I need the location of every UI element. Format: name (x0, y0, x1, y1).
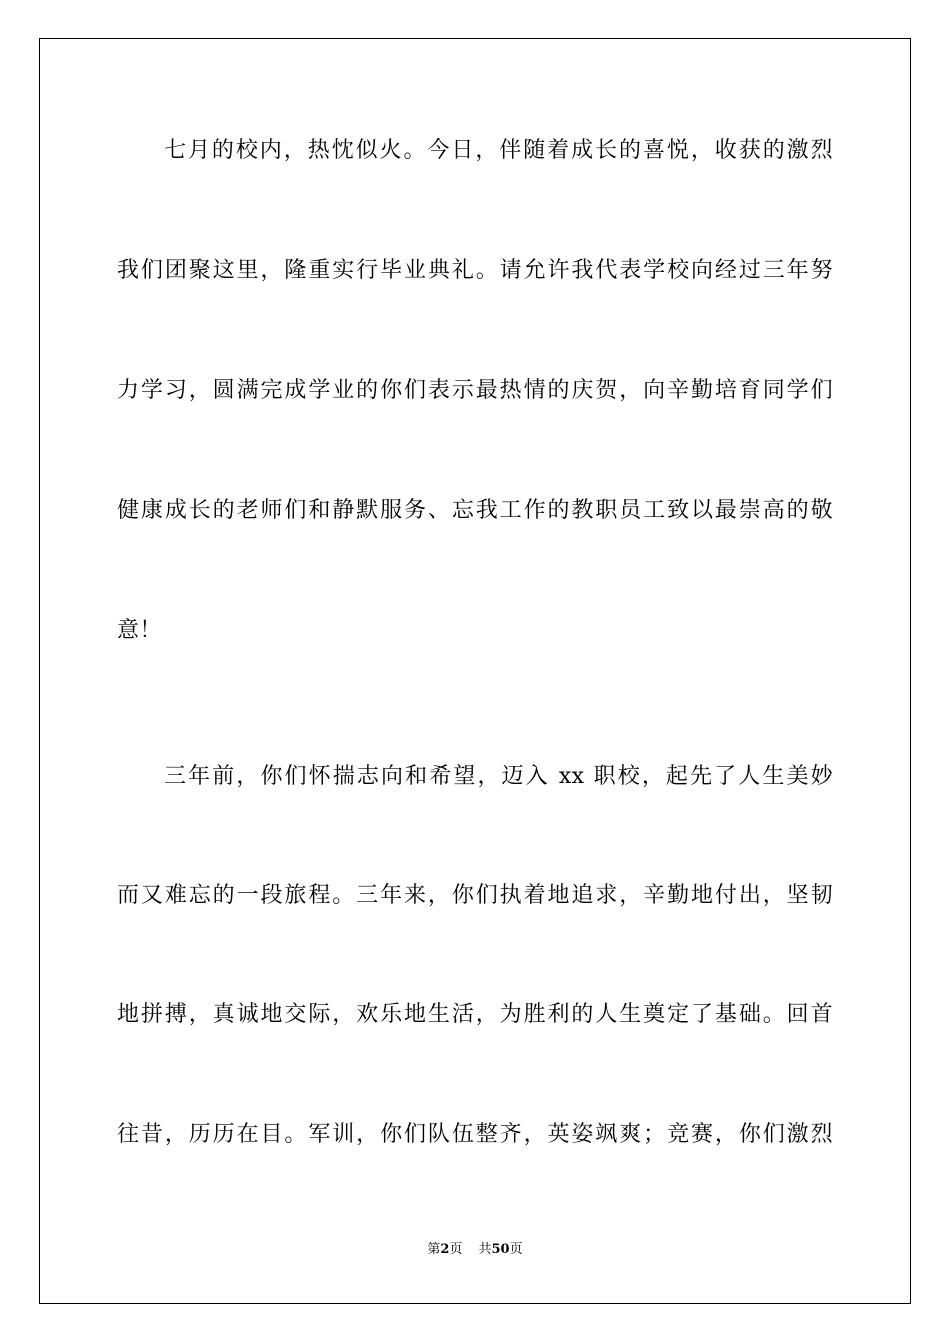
page-border (39, 38, 911, 1304)
page-suffix: 页 (449, 1242, 463, 1257)
page-current: 2 (440, 1242, 450, 1257)
paragraph-1-line-4: 健康成长的老师们和静默服务、忘我工作的教职员工致以最崇高的敬 (117, 498, 833, 523)
paragraph-1-line-5: 意！ (117, 618, 162, 643)
page-prefix: 第 (427, 1242, 441, 1257)
paragraph-2-line-1: 三年前，你们怀揣志向和希望，迈入 xx 职校，起先了人生美妙 (164, 764, 833, 789)
paragraph-1-line-1: 七月的校内，热忱似火。今日，伴随着成长的喜悦，收获的激烈 (164, 138, 833, 163)
paragraph-2-line-3: 地拼搏，真诚地交际，欢乐地生活，为胜利的人生奠定了基础。回首 (117, 1002, 833, 1027)
paragraph-1-line-3: 力学习，圆满完成学业的你们表示最热情的庆贺，向辛勤培育同学们 (117, 378, 833, 403)
paragraph-2-line-4: 往昔，历历在目。军训，你们队伍整齐，英姿飒爽；竞赛，你们激烈 (117, 1122, 833, 1147)
page-total: 50 (491, 1242, 510, 1257)
paragraph-1-line-2: 我们团聚这里，隆重实行毕业典礼。请允许我代表学校向经过三年努 (117, 258, 833, 283)
total-suffix: 页 (509, 1242, 523, 1257)
paragraph-2-line-2: 而又难忘的一段旅程。三年来，你们执着地追求，辛勤地付出，坚韧 (117, 883, 833, 908)
total-prefix: 共 (478, 1242, 492, 1257)
page-footer (0, 1241, 950, 1259)
